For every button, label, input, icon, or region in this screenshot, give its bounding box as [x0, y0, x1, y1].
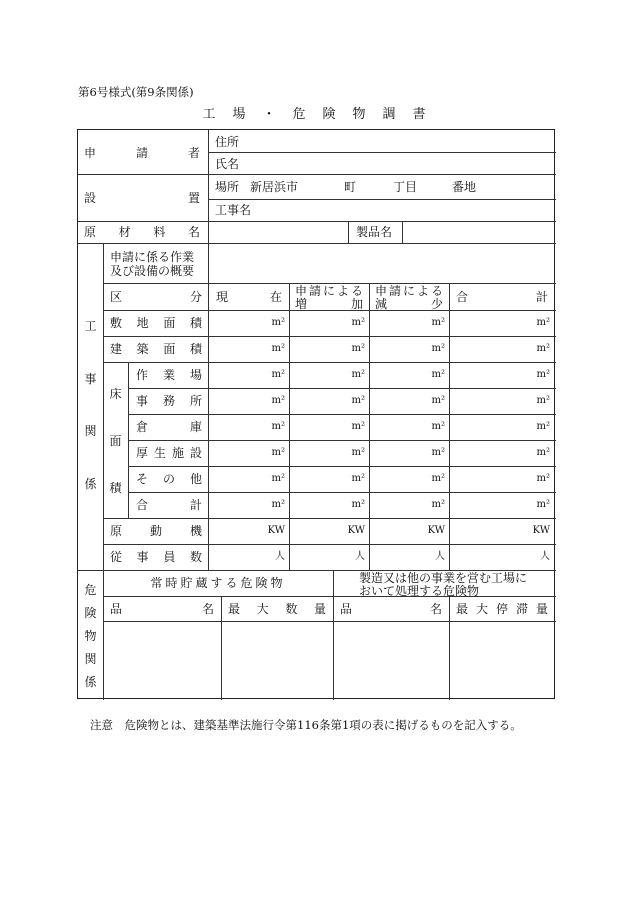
area-unit: m² — [431, 499, 445, 510]
floor-area-label: 床 面 積 — [109, 386, 122, 496]
area-unit: m² — [351, 447, 365, 458]
city-name: 新居浜市 — [250, 180, 299, 194]
area-unit: m² — [271, 343, 285, 354]
area-unit: m² — [351, 421, 365, 432]
area-unit: m² — [431, 395, 445, 406]
area-unit: m² — [536, 499, 550, 510]
factory-group-label: 工 事 関 係 — [84, 319, 97, 491]
cho-label: 町 — [344, 180, 357, 194]
area-unit: m² — [351, 343, 365, 354]
kw-unit: KW — [427, 525, 445, 536]
area-unit: m² — [431, 421, 445, 432]
area-unit: m² — [431, 343, 445, 354]
decrease-header-line2: 減 少 — [375, 297, 443, 311]
area-unit: m² — [431, 447, 445, 458]
material-label: 原 材 料 名 — [84, 225, 200, 239]
area-unit: m² — [351, 473, 365, 484]
area-unit: m² — [351, 395, 365, 406]
area-unit: m² — [536, 369, 550, 380]
employees-label: 従 事 員 数 — [110, 550, 202, 564]
total-header: 合 計 — [456, 290, 548, 304]
person-unit: 人 — [355, 551, 365, 562]
area-unit: m² — [271, 499, 285, 510]
process-max-stock-header: 最 大 停 滞 量 — [456, 602, 548, 616]
area-unit: m² — [271, 369, 285, 380]
process-header-line1: 製造又は他の事業を営む工場に — [359, 571, 528, 585]
area-unit: m² — [351, 317, 365, 328]
location-label: 設 置 — [84, 191, 200, 205]
area-unit: m² — [271, 395, 285, 406]
decrease-header-line1: 申請による — [375, 284, 446, 298]
area-unit: m² — [271, 447, 285, 458]
area-unit: m² — [536, 343, 550, 354]
area-unit: m² — [351, 369, 365, 380]
process-header-line2: おいて処理する危険物 — [359, 584, 480, 598]
applicant-label: 申 請 者 — [84, 146, 200, 160]
area-unit: m² — [351, 499, 365, 510]
note-text: 注意 危険物とは、建築基準法施行令第116条第1項の表に掲げるものを記入する。 — [90, 718, 522, 732]
storage-header: 常時貯蔵する危険物 — [150, 576, 286, 590]
current-header: 現 在 — [216, 290, 282, 304]
storage-max-qty-header: 最 大 数 量 — [228, 602, 326, 616]
site-area-label: 敷 地 面 積 — [110, 316, 202, 330]
work-name-label: 工事名 — [215, 203, 252, 217]
increase-header-line1: 申請による — [295, 284, 366, 298]
area-unit: m² — [536, 447, 550, 458]
storage-name-header: 品 名 — [110, 602, 214, 616]
form-table — [77, 129, 555, 699]
floor-item-workshop: 作 業 場 — [136, 368, 202, 382]
chome-label: 丁目 — [393, 180, 418, 194]
building-area-label: 建 築 面 積 — [110, 342, 202, 356]
hazard-group-label: 危 険 物 関 係 — [84, 582, 97, 690]
area-unit: m² — [271, 421, 285, 432]
area-unit: m² — [431, 317, 445, 328]
overview-label-line1: 申請に係る作業 — [110, 250, 195, 264]
place-prefix: 場所 — [215, 180, 240, 194]
form-number: 第6号様式(第9条関係) — [78, 85, 194, 99]
floor-item-welfare: 厚 生 施 設 — [136, 446, 202, 460]
motor-label: 原 動 機 — [110, 524, 202, 538]
area-unit: m² — [536, 395, 550, 406]
kubun-header: 区 分 — [110, 290, 202, 304]
kw-unit: KW — [532, 525, 550, 536]
area-unit: m² — [431, 369, 445, 380]
banchi-label: 番地 — [452, 180, 477, 194]
floor-item-other: そ の 他 — [136, 472, 202, 486]
area-unit: m² — [536, 473, 550, 484]
product-label: 製品名 — [356, 225, 393, 239]
area-unit: m² — [271, 473, 285, 484]
kw-unit: KW — [347, 525, 365, 536]
person-unit: 人 — [275, 551, 285, 562]
floor-item-warehouse: 倉 庫 — [136, 420, 202, 434]
name-label: 氏名 — [215, 157, 240, 171]
process-name-header: 品 名 — [340, 602, 442, 616]
person-unit: 人 — [435, 551, 445, 562]
document-title: 工 場 ・ 危 険 物 調 書 — [202, 107, 428, 122]
overview-label-line2: 及び設備の概要 — [110, 264, 195, 278]
floor-item-office: 事 務 所 — [136, 394, 202, 408]
person-unit: 人 — [540, 551, 550, 562]
kw-unit: KW — [267, 525, 285, 536]
area-unit: m² — [271, 317, 285, 328]
area-unit: m² — [536, 421, 550, 432]
area-unit: m² — [431, 473, 445, 484]
address-label: 住所 — [215, 135, 240, 149]
area-unit: m² — [536, 317, 550, 328]
increase-header-line2: 増 加 — [295, 297, 363, 311]
floor-item-total: 合 計 — [136, 498, 202, 512]
